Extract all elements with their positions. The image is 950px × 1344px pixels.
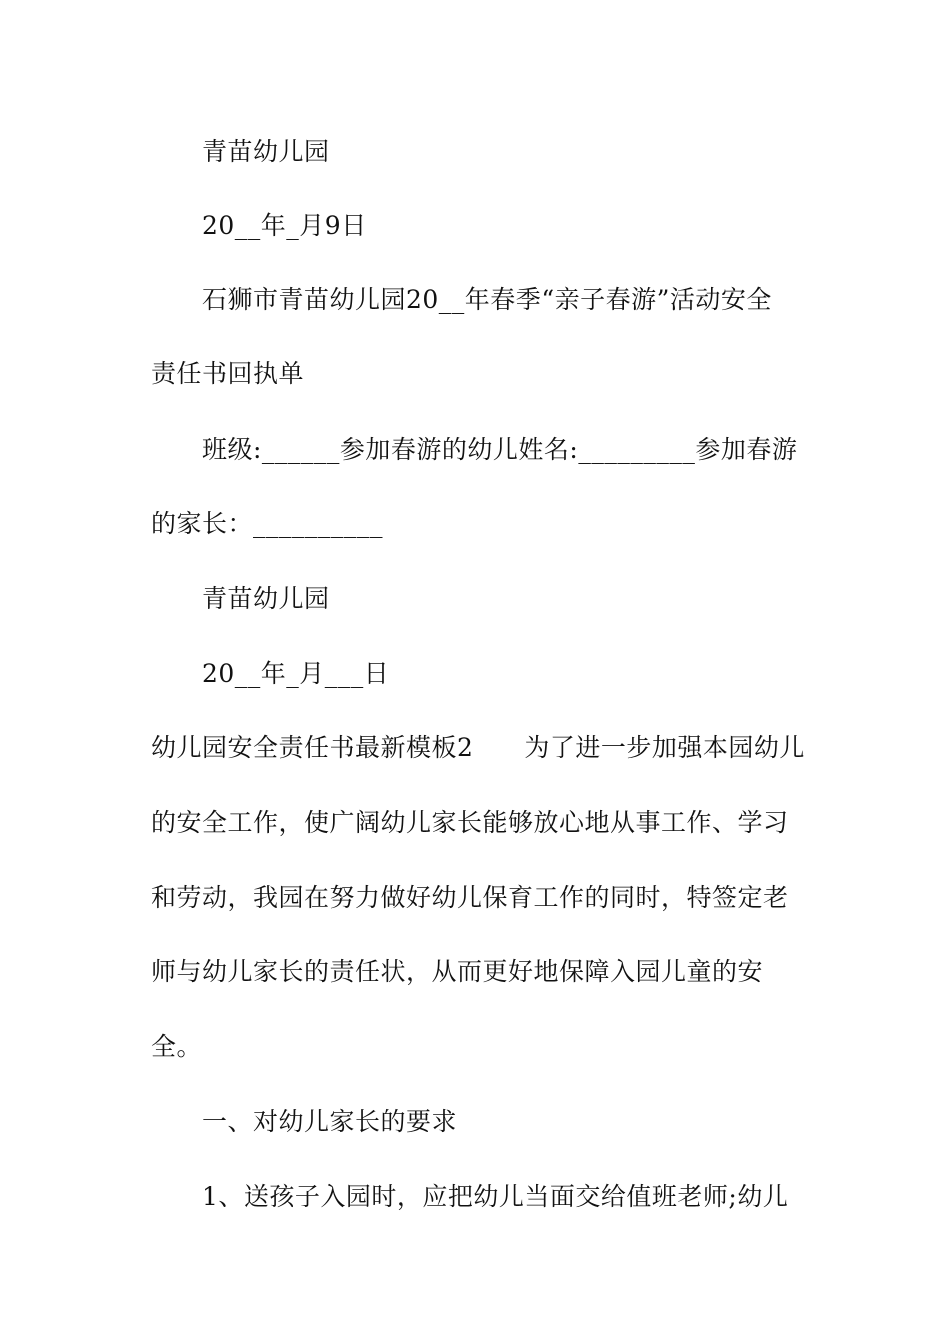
receipt-fields-line-2: 的家长：__________: [151, 509, 384, 538]
receipt-title-line-1: 石狮市青苗幼儿园20__年春季“亲子春游”活动安全: [202, 285, 772, 314]
section-heading-parent-requirements: 一、对幼儿家长的要求: [202, 1107, 458, 1136]
signature-kindergarten-name: 青苗幼儿园: [202, 137, 330, 166]
template-2-paragraph-line-1: 幼儿园安全责任书最新模板2 为了进一步加强本园幼儿: [151, 733, 805, 762]
receipt-title-line-2: 责任书回执单: [151, 359, 305, 388]
signature-date: 20__年_月9日: [202, 211, 367, 240]
template-2-paragraph-line-4: 师与幼儿家长的责任状，从而更好地保障入园儿童的安: [151, 957, 764, 986]
template-2-paragraph-line-2: 的安全工作，使广阔幼儿家长能够放心地从事工作、学习: [151, 808, 789, 837]
receipt-date: 20__年_月___日: [202, 659, 390, 688]
requirement-item-1: 1、送孩子入园时，应把幼儿当面交给值班老师;幼儿: [202, 1182, 789, 1211]
template-2-paragraph-line-3: 和劳动，我园在努力做好幼儿保育工作的同时，特签定老: [151, 883, 789, 912]
template-2-paragraph-line-5: 全。: [151, 1032, 203, 1061]
receipt-kindergarten-name: 青苗幼儿园: [202, 584, 330, 613]
receipt-fields-line-1: 班级:______参加春游的幼儿姓名:_________参加春游: [202, 435, 798, 464]
